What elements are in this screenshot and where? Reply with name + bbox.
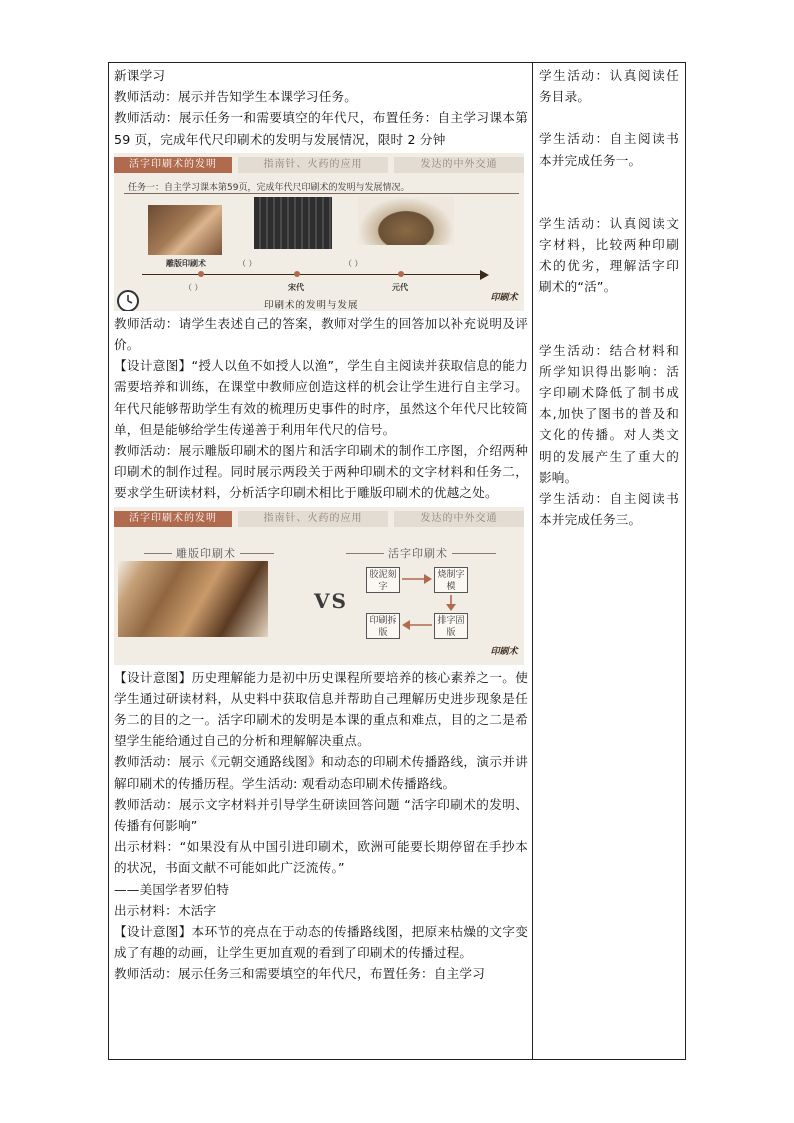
- woodblock-carving-photo: [118, 561, 268, 637]
- spacer: [539, 171, 679, 192]
- process-step-carve: 胶泥刻字: [366, 567, 400, 593]
- paragraph: 出示材料：“如果没有从中国引进印刷术，欧洲可能要长期停留在手抄本的状况，书面文献不可能如此广泛流传。”: [114, 839, 528, 876]
- tab-movable-type: 活字印刷术的发明: [114, 157, 232, 173]
- tab-compass-gunpowder: 指南针、火药的应用: [238, 157, 388, 173]
- student-activity: 学生活动：结合材料和所学知识得出影响：活字印刷术降低了制书成本,加快了图书的普及和文化的传播。对人类文明的发展产生了重大的影响。: [539, 342, 679, 485]
- era-song: 宋代: [288, 282, 304, 292]
- caption-blank: （ ）: [238, 258, 257, 268]
- student-activity-column: [533, 63, 685, 1059]
- paragraph: 教师活动：展示《元朝交通路线图》和动态的印刷术传播路线，演示并讲解印刷术的传播历程。学生活动: 观看动态印刷术传播路线。: [114, 754, 528, 791]
- divider: [124, 193, 519, 194]
- timeline-marker: [198, 271, 204, 277]
- process-step-fire: 烧制字模: [434, 567, 468, 593]
- slide-task-one: [114, 153, 524, 311]
- student-activity: 学生活动：自主阅读书本并完成任务三。: [539, 491, 679, 528]
- paragraph: 教师活动：请学生表述自己的答案，教师对学生的回答加以补充说明及评价。: [114, 315, 528, 353]
- spacer: [539, 319, 679, 340]
- arrow-right-icon: [402, 573, 432, 585]
- rotary-type-table-photo: [358, 197, 454, 245]
- slide-comparison: [114, 507, 524, 665]
- section-heading: 新课学习: [114, 68, 166, 83]
- lesson-table: [108, 62, 686, 1060]
- brand-stamp: 印刷术: [490, 292, 518, 303]
- arrow-down-icon: [445, 595, 457, 611]
- design-intent: 【设计意图】“授人以鱼不如授人以渔”，学生自主阅读并获取信息的能力需要培养和训练，在课堂中教师应创造这样的机会让学生进行自主学习。年代尺能够帮助学生有效的梳理历史事件的时序，虽然这个年代尺比较简单，但是能够给学生传递善于利用年代尺的信号。: [114, 358, 528, 437]
- timeline-marker: [398, 271, 404, 277]
- tab-movable-type: 活字印刷术的发明: [114, 511, 232, 527]
- quote-attribution: ——美国学者罗伯特: [114, 881, 230, 897]
- paragraph: 教师活动：展示任务三和需要填空的年代尺，布置任务：自主学习: [114, 966, 486, 982]
- era-yuan: 元代: [392, 282, 408, 292]
- paragraph: 教师活动：展示雕版印刷术的图片和活字印刷术的制作工序图，介绍两种印刷术的制作过程。同时展示两段关于两种印刷术的文字材料和任务二，要求学生研读材料，分析活字印刷术相比于雕版印刷术的优越之处。: [114, 443, 528, 501]
- clock-icon: [116, 289, 140, 311]
- student-activity: 学生活动：认真阅读任务目录。: [539, 68, 679, 105]
- paragraph: 出示材料：木活字: [114, 902, 217, 918]
- tab-foreign-traffic: 发达的中外交通: [394, 511, 524, 527]
- slide-title: 印刷术的发明与发展: [264, 299, 359, 311]
- vs-label: VS: [314, 588, 348, 613]
- caption-blank: （ ）: [344, 258, 363, 268]
- slide-nav: [114, 511, 524, 527]
- paragraph: 教师活动：展示文字材料并引导学生研读回答问题 “活字印刷术的发明、传播有何影响”: [114, 796, 528, 834]
- caption-woodblock: 雕版印刷术: [166, 258, 206, 268]
- process-step-compose: 排字固版: [434, 613, 468, 639]
- woodblock-printing-photo: [148, 205, 222, 255]
- paragraph: 教师活动：展示任务一和需要填空的年代尺，布置任务：自主学习课本第 59 页，完成年代尺印刷术的发明与发展情况，限时 2 分钟: [114, 110, 528, 147]
- spacer: [539, 107, 679, 128]
- tab-compass-gunpowder: 指南针、火药的应用: [238, 511, 388, 527]
- arrow-right-icon: [480, 270, 489, 280]
- spacer: [539, 192, 679, 213]
- label-movable-type: 活字印刷术: [384, 545, 452, 561]
- task-instruction: 任务一：自主学习课本第59页，完成年代尺印刷术的发明与发展情况。: [128, 182, 410, 193]
- teacher-activity-column: [109, 63, 533, 1059]
- caption-blank: （ ）: [184, 282, 203, 292]
- slide-nav: [114, 157, 524, 173]
- label-woodblock: 雕版印刷术: [172, 545, 240, 561]
- design-intent: 【设计意图】历史理解能力是初中历史课程所要培养的核心素养之一。使学生通过研读材料，从史料中获取信息并帮助自己理解历史进步现象是任务二的目的之一。活字印刷术的发明是本课的重点和难点，目的之二是希望学生能给通过自己的分析和理解解决重点。: [114, 669, 528, 749]
- arrow-left-icon: [402, 619, 432, 631]
- student-activity: 学生活动：认真阅读文字材料，比较两种印刷术的优劣，理解活字印刷术的“活”。: [539, 215, 679, 295]
- tab-foreign-traffic: 发达的中外交通: [394, 157, 524, 173]
- movable-type-photo: [254, 197, 332, 249]
- student-activity: 学生活动：自主阅读书本并完成任务一。: [539, 131, 679, 168]
- spacer: [539, 298, 679, 319]
- process-step-print: 印刷拆版: [366, 613, 400, 639]
- design-intent: 【设计意图】本环节的亮点在于动态的传播路线图，把原来枯燥的文字变成了有趣的动画，让学生更加直观的看到了印刷术的传播过程。: [114, 924, 528, 961]
- paragraph: 教师活动：展示并告知学生本课学习任务。: [114, 89, 358, 105]
- timeline-axis: [142, 274, 482, 275]
- timeline-marker: [294, 271, 300, 277]
- brand-stamp: 印刷术: [490, 646, 518, 657]
